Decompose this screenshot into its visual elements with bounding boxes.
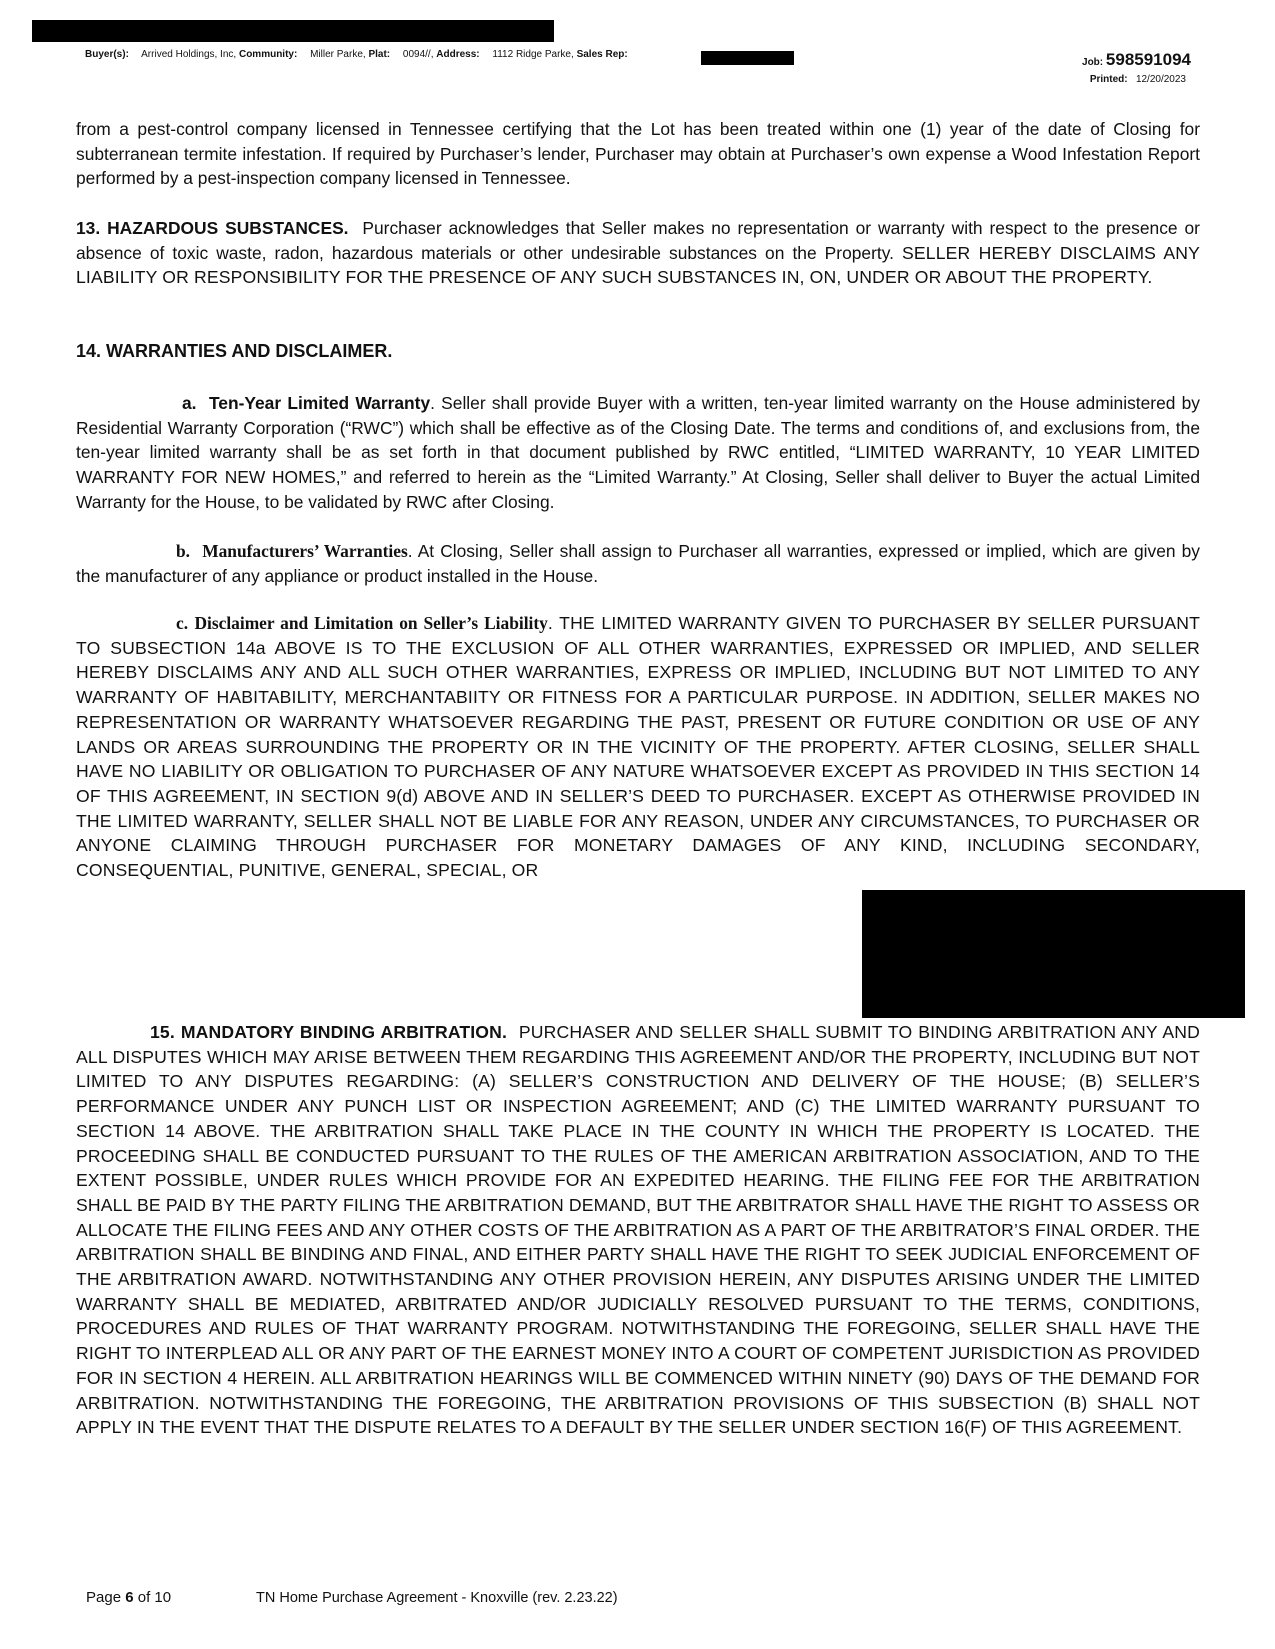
address-value: 1112 Ridge Parke, bbox=[492, 49, 574, 60]
section-14c bbox=[76, 611, 1200, 883]
community-label: Community: bbox=[238, 49, 298, 60]
section-14-heading: 14. WARRANTIES AND DISCLAIMER. bbox=[76, 341, 393, 361]
section-14b bbox=[76, 539, 1200, 588]
page-prefix: Page bbox=[86, 1589, 122, 1606]
page-total: 10 bbox=[154, 1589, 172, 1606]
redaction-bar-header bbox=[32, 20, 554, 42]
termite-paragraph bbox=[76, 117, 1200, 191]
buyer-label: Buyer(s): bbox=[85, 49, 129, 60]
redaction-block-14c bbox=[862, 890, 1245, 1018]
job-number-block bbox=[1082, 50, 1191, 70]
job-label: Job: bbox=[1082, 57, 1104, 68]
section-14c-heading: Disclaimer and Limitation on Seller’s Liability bbox=[194, 613, 548, 633]
section-14a-heading: Ten-Year Limited Warranty bbox=[208, 393, 431, 413]
job-number: 598591094 bbox=[1105, 50, 1191, 69]
buyer-value: Arrived Holdings, Inc, bbox=[141, 49, 237, 60]
section-13-caps: SELLER HEREBY DISCLAIMS ANY LIABILITY OR RESPONSIBILITY FOR THE PRESENCE OF ANY SUCH SUBSTANCES IN, ON, UNDER OR ABOUT THE PROPERTY. bbox=[76, 242, 1200, 288]
section-13 bbox=[76, 216, 1200, 290]
plat-label: Plat: bbox=[368, 49, 391, 60]
printed-date: 12/20/2023 bbox=[1135, 74, 1186, 85]
section-15-text: PURCHASER AND SELLER SHALL SUBMIT TO BINDING ARBITRATION ANY AND ALL DISPUTES WHICH MAY ARISE BETWEEN THEM REGARDING THIS AGREEMENT AND/OR THE PROPERTY, INCLUDING BUT NOT LIMITED TO ANY DISPUTES REGARDING: (A) SELLER’S CONSTRUCTION AND DELIVERY OF THE HOUSE; (B) SELLER’S PERFORMANCE UNDER ANY PUNCH LIST OR INSPECTION AGREEMENT; AND (C) THE LIMITED WARRANTY PURSUANT TO SECTION 14 ABOVE. THE ARBITRATION SHALL TAKE PLACE IN THE COUNTY IN WHICH THE PROPERTY IS LOCATED. THE PROCEEDING SHALL BE CONDUCTED PURSUANT TO THE RULES OF THE AMERICAN ARBITRATION ASSOCIATION, AND TO THE EXTENT POSSIBLE, UNDER RULES WHICH PROVIDE FOR AN EXPEDITED HEARING. THE FILING FEE FOR THE ARBITRATION SHALL BE PAID BY THE PARTY FILING THE ARBITRATION DEMAND, BUT THE ARBITRATOR SHALL HAVE THE RIGHT TO ASSESS OR ALLOCATE THE FILING FEES AND ANY OTHER COSTS OF THE ARBITRATION AS A PART OF THE ARBITRATOR’S FINAL ORDER. THE ARBITRATION SHALL BE BINDING AND FINAL, AND EITHER PARTY SHALL HAVE THE RIGHT TO SEEK JUDICIAL ENFORCEMENT OF THE ARBITRATION AWARD. NOTWITHSTANDING ANY OTHER PROVISION HEREIN, ANY DISPUTES ARISING UNDER THE LIMITED WARRANTY SHALL BE MEDIATED, ARBITRATED AND/OR JUDICIALLY RESOLVED PURSUANT TO THE TERMS, CONDITIONS, PROCEDURES AND RULES OF THAT WARRANTY PROGRAM. NOTWITHSTANDING THE FOREGOING, SELLER SHALL HAVE THE RIGHT TO INTERPLEAD ALL OR ANY PART OF THE EARNEST MONEY INTO A COURT OF COMPETENT JURISDICTION AS PROVIDED FOR IN SECTION 4 HEREIN. ALL ARBITRATION HEARINGS WILL BE COMMENCED WITHIN NINETY (90) DAYS OF THE DEMAND FOR ARBITRATION. NOTWITHSTANDING THE FOREGOING, THE ARBITRATION PROVISIONS OF THIS SUBSECTION (B) SHALL NOT APPLY IN THE EVENT THAT THE DISPUTE RELATES TO A DEFAULT BY THE SELLER UNDER SECTION 16(F) OF THIS AGREEMENT. bbox=[76, 1022, 1200, 1438]
printed-label: Printed: bbox=[1089, 74, 1128, 85]
section-14b-text: . At Closing, Seller shall assign to Purchaser all warranties, expressed or implied, which are given by the manufacturer of any appliance or product installed in the House. bbox=[76, 541, 1200, 586]
redaction-sales-rep bbox=[701, 51, 794, 65]
section-13-heading: 13. HAZARDOUS SUBSTANCES. bbox=[76, 218, 349, 238]
page-of: of bbox=[137, 1589, 151, 1606]
plat-value: 0094//, bbox=[402, 49, 434, 60]
document-title: TN Home Purchase Agreement - Knoxville (rev. 2.23.22) bbox=[256, 1590, 618, 1606]
section-14c-text: . THE LIMITED WARRANTY GIVEN TO PURCHASER BY SELLER PURSUANT TO SUBSECTION 14a ABOVE IS TO THE EXCLUSION OF ALL OTHER WARRANTIES, EXPRESSED OR IMPLIED, AND SELLER HEREBY DISCLAIMS ANY AND ALL SUCH OTHER WARRANTIES, EXPRESS OR IMPLIED, INCLUDING BUT NOT LIMITED TO ANY WARRANTY OF HABITABILITY, MERCHANTABIITY OR FITNESS FOR A PARTICULAR PURPOSE. IN ADDITION, SELLER MAKES NO REPRESENTATION OR WARRANTY WHATSOEVER REGARDING THE PAST, PRESENT OR FUTURE CONDITION OR USE OF ANY LANDS OR AREAS SURROUNDING THE PROPERTY OR IN THE VICINITY OF THE PROPERTY. AFTER CLOSING, SELLER SHALL HAVE NO LIABILITY OR OBLIGATION TO PURCHASER OF ANY NATURE WHATSOEVER EXCEPT AS PROVIDED IN THIS SECTION 14 OF THIS AGREEMENT, IN SECTION 9(d) ABOVE AND IN SELLER’S DEED TO PURCHASER. EXCEPT AS OTHERWISE PROVIDED IN THE LIMITED WARRANTY, SELLER SHALL NOT BE LIABLE FOR ANY REASON, UNDER ANY CIRCUMSTANCES, TO PURCHASER OR ANYONE CLAIMING THROUGH PURCHASER FOR MONETARY DAMAGES OF ANY KIND, INCLUDING SECONDARY, CONSEQUENTIAL, PUNITIVE, GENERAL, SPECIAL, OR bbox=[76, 613, 1200, 881]
section-14a-text: . Seller shall provide Buyer with a written, ten-year limited warranty on the House administered by Residential Warranty Corporation (“RWC”) which shall be effective as of the Closing Date. The terms and conditions of, and exclusions from, the ten-year limited warranty shall be as set forth in that document published by RWC entitled, “LIMITED WARRANTY, 10 YEAR LIMITED WARRANTY FOR NEW HOMES,” and referred to herein as the “Limited Warranty.” At Closing, Seller shall deliver to Buyer the actual Limited Warranty for the House, to be validated by RWC after Closing. bbox=[76, 393, 1200, 512]
section-15-heading: 15. MANDATORY BINDING ARBITRATION. bbox=[150, 1022, 508, 1042]
termite-text: from a pest-control company licensed in Tennessee certifying that the Lot has been treated within one (1) year of the date of Closing for subterranean termite infestation. If required by Purchaser’s lender, Purchaser may obtain at Purchaser’s own expense a Wood Infestation Report performed by a pest-inspection company licensed in Tennessee. bbox=[76, 119, 1200, 189]
community-value: Miller Parke, bbox=[310, 49, 366, 60]
section-14a bbox=[76, 391, 1200, 515]
section-14a-label: a. bbox=[182, 393, 197, 413]
page-current: 6 bbox=[125, 1589, 134, 1606]
section-14b-heading: Manufacturers’ Warranties bbox=[202, 541, 408, 561]
section-15 bbox=[76, 1020, 1200, 1440]
section-14b-label: b. bbox=[176, 541, 191, 561]
address-label: Address: bbox=[436, 49, 480, 60]
section-14c-label: c. bbox=[176, 613, 189, 633]
sales-rep-label: Sales Rep: bbox=[576, 49, 628, 60]
page-number bbox=[86, 1589, 171, 1606]
section-13-text: Purchaser acknowledges that Seller makes no representation or warranty with respect to the presence or absence of toxic waste, radon, hazardous materials or other undesirable substances on the Property. bbox=[76, 218, 1200, 263]
header-info-line bbox=[85, 49, 628, 60]
printed-date-block bbox=[1090, 74, 1186, 85]
